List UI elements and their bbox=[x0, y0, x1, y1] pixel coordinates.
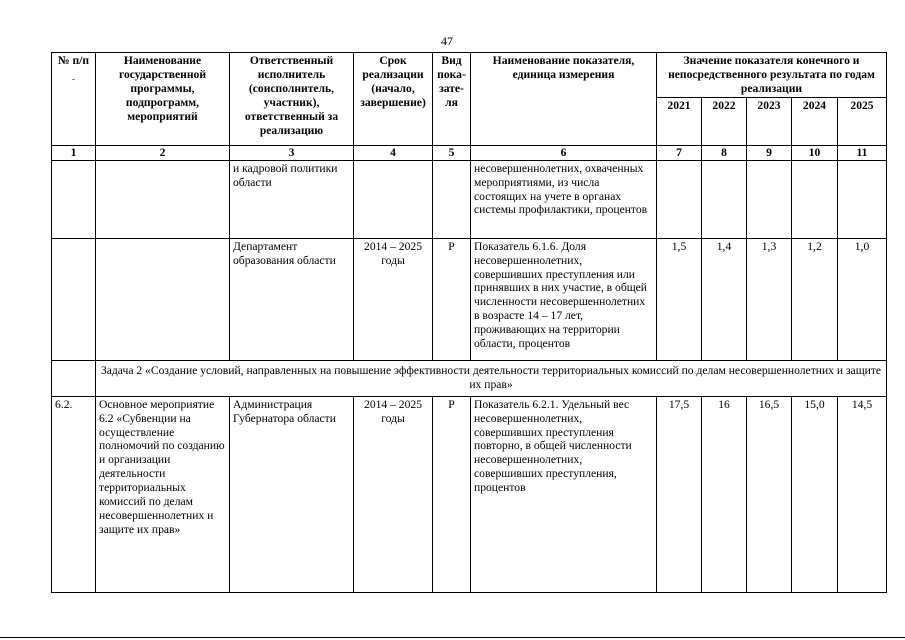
column-number: 6 bbox=[471, 145, 657, 160]
header-year-2021: 2021 bbox=[657, 97, 702, 145]
cell-executor: Департамент образования области bbox=[230, 238, 354, 360]
header-year-2023: 2023 bbox=[747, 97, 792, 145]
cell-value-2023 bbox=[747, 160, 792, 238]
cell-value-2024 bbox=[792, 160, 838, 238]
program-indicators-table bbox=[51, 52, 887, 593]
task-row bbox=[52, 360, 887, 396]
column-number: 8 bbox=[702, 145, 747, 160]
cell-name bbox=[96, 160, 230, 238]
cell-value-2025: 1,0 bbox=[838, 238, 887, 360]
cell-value-2025: 14,5 bbox=[838, 396, 887, 592]
column-number: 4 bbox=[354, 145, 433, 160]
cell-num bbox=[52, 238, 96, 360]
header-name: Наименование государственной программы, подпрограмм, мероприятий bbox=[96, 53, 230, 146]
column-number: 7 bbox=[657, 145, 702, 160]
cell-indicator: несовершеннолетних, охваченных мероприятиями, из числа состоящих на учете в органах системы профилактики, процентов bbox=[471, 160, 657, 238]
cell-value-2021: 17,5 bbox=[657, 396, 702, 592]
cell-type: Р bbox=[433, 396, 471, 592]
table-row bbox=[52, 160, 887, 238]
cell-type: Р bbox=[433, 238, 471, 360]
cell-name: Основное мероприятие 6.2 «Субвенции на осуществление полномочий по созданию и организации деятельности территориальных комиссий по делам несовершеннолетних и защите их прав» bbox=[96, 396, 230, 592]
cell-type bbox=[433, 160, 471, 238]
cell-num: 6.2. bbox=[52, 396, 96, 592]
header-values-group: Значение показателя конечного и непосредственного результата по годам реализации bbox=[657, 53, 887, 98]
header-type: Вид пока-зате-ля bbox=[433, 53, 471, 146]
table-row bbox=[52, 396, 887, 592]
cell-value-2024: 1,2 bbox=[792, 238, 838, 360]
header-year-2022: 2022 bbox=[702, 97, 747, 145]
column-number: 3 bbox=[230, 145, 354, 160]
column-number: 10 bbox=[792, 145, 838, 160]
column-number: 9 bbox=[747, 145, 792, 160]
cell-indicator: Показатель 6.2.1. Удельный вес несовершеннолетних, совершивших преступления повторно, в общей численности несовершеннолетних, совершивших преступления, процентов bbox=[471, 396, 657, 592]
cell-value-2023: 16,5 bbox=[747, 396, 792, 592]
task-num-cell bbox=[52, 360, 96, 396]
cell-value-2021 bbox=[657, 160, 702, 238]
cell-period bbox=[354, 160, 433, 238]
cell-value-2022 bbox=[702, 160, 747, 238]
cell-value-2023: 1,3 bbox=[747, 238, 792, 360]
column-number: 5 bbox=[433, 145, 471, 160]
task-heading: Задача 2 «Создание условий, направленных на повышение эффективности деятельности территориальных комиссий по делам несовершеннолетних и защите их прав» bbox=[96, 360, 887, 396]
cell-value-2022: 16 bbox=[702, 396, 747, 592]
cell-executor: и кадровой политики области bbox=[230, 160, 354, 238]
header-num: № п/п - bbox=[52, 53, 96, 146]
header-period: Срок реализации (начало, завершение) bbox=[354, 53, 433, 146]
cell-value-2024: 15,0 bbox=[792, 396, 838, 592]
cell-value-2025 bbox=[838, 160, 887, 238]
column-number: 11 bbox=[838, 145, 887, 160]
page-bottom-edge bbox=[0, 637, 905, 638]
page-number: 47 bbox=[441, 34, 453, 48]
column-number: 1 bbox=[52, 145, 96, 160]
header-indicator: Наименование показателя, единица измерения bbox=[471, 53, 657, 146]
header-executor: Ответственный исполнитель (соисполнитель, участник), ответственный за реализацию bbox=[230, 53, 354, 146]
cell-period: 2014 – 2025 годы bbox=[354, 396, 433, 592]
cell-executor: Администрация Губернатора области bbox=[230, 396, 354, 592]
header-year-2025: 2025 bbox=[838, 97, 887, 145]
cell-name bbox=[96, 238, 230, 360]
cell-value-2021: 1,5 bbox=[657, 238, 702, 360]
table-row bbox=[52, 238, 887, 360]
cell-period: 2014 – 2025 годы bbox=[354, 238, 433, 360]
header-year-2024: 2024 bbox=[792, 97, 838, 145]
cell-num bbox=[52, 160, 96, 238]
cell-value-2022: 1,4 bbox=[702, 238, 747, 360]
column-number-row bbox=[52, 145, 887, 160]
cell-indicator: Показатель 6.1.6. Доля несовершеннолетних, совершивших преступления или принявших в них участие, в общей численности несовершеннолетних в возрасте 14 – 17 лет, проживающих на территории области, процентов bbox=[471, 238, 657, 360]
column-number: 2 bbox=[96, 145, 230, 160]
